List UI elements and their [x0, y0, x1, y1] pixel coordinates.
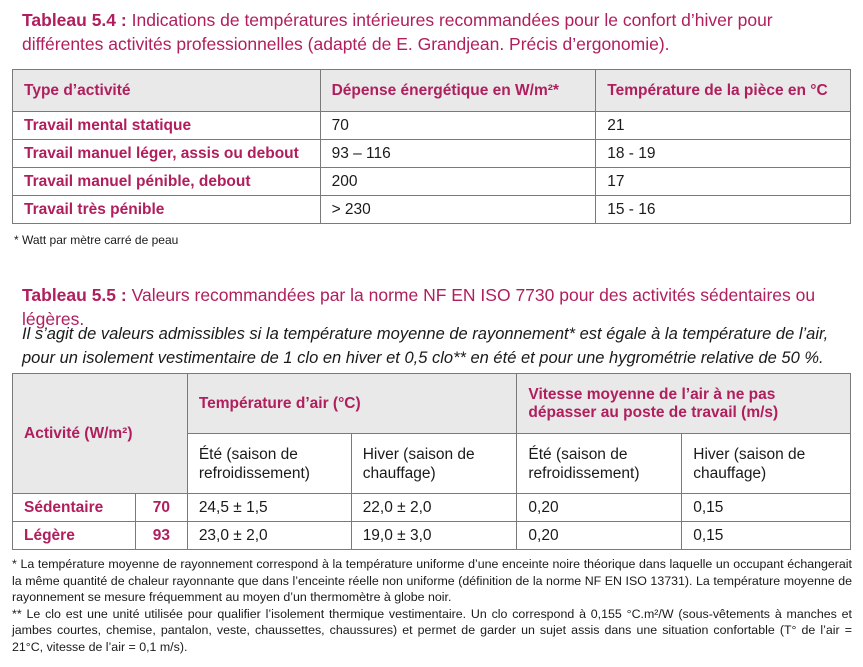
- table2-footnotes: [12, 556, 852, 655]
- row-speed-summer: 0,20: [517, 522, 682, 550]
- row-activity: Travail manuel pénible, debout: [13, 168, 321, 196]
- row-energy: 70: [320, 112, 596, 140]
- table-row: [13, 112, 851, 140]
- row-activity: Sédentaire: [13, 494, 136, 522]
- row-temp-winter: 19,0 ± 3,0: [351, 522, 517, 550]
- table1-header-row: [13, 70, 851, 112]
- subheader-temp-winter: Hiver (saison de chauffage): [351, 434, 517, 494]
- row-temperature: 21: [596, 112, 851, 140]
- table2-header-activity: Activité (W/m²): [13, 374, 188, 494]
- table1-caption-label: Tableau 5.4 :: [22, 10, 127, 30]
- table-row: [13, 168, 851, 196]
- table1-header-energy: Dépense énergétique en W/m²*: [320, 70, 596, 112]
- row-temp-winter: 22,0 ± 2,0: [351, 494, 517, 522]
- row-speed-summer: 0,20: [517, 494, 682, 522]
- row-speed-winter: 0,15: [682, 522, 851, 550]
- table2-subtitle: Il s’agit de valeurs admissibles si la température moyenne de rayonnement* est égale à la température de l’air, pour un isolement vestimentaire de 1 clo en hiver et 0,5 clo** en été et pour une hygrométrie relative de 50 %.: [22, 325, 829, 367]
- subheader-speed-winter: Hiver (saison de chauffage): [682, 434, 851, 494]
- row-energy: 200: [320, 168, 596, 196]
- table-row: [13, 522, 851, 550]
- row-activity: Travail très pénible: [13, 196, 321, 224]
- table1-header-temperature: Température de la pièce en °C: [596, 70, 851, 112]
- table-5-4: [12, 69, 851, 224]
- table1-caption-text: Indications de températures intérieures recommandées pour le confort d’hiver pour différentes activités professionnelles (adapté de E. Grandjean. Précis d’ergonomie).: [22, 10, 773, 54]
- table2-header-row: [13, 374, 851, 434]
- row-temp-summer: 24,5 ± 1,5: [187, 494, 351, 522]
- row-energy: > 230: [320, 196, 596, 224]
- table-row: [13, 196, 851, 224]
- subheader-temp-summer: Été (saison de refroidissement): [187, 434, 351, 494]
- row-speed-winter: 0,15: [682, 494, 851, 522]
- subheader-speed-summer: Été (saison de refroidissement): [517, 434, 682, 494]
- table-row: [13, 140, 851, 168]
- row-energy: 93 – 116: [320, 140, 596, 168]
- row-temp-summer: 23,0 ± 2,0: [187, 522, 351, 550]
- row-activity: Travail mental statique: [13, 112, 321, 140]
- table2-header-temperature: Température d’air (°C): [187, 374, 517, 434]
- footnote-clo: ** Le clo est une unité utilisée pour qualifier l’isolement thermique vestimentaire. Un clo correspond à 0,155 °C.m²/W (sous-vêtements à manches et jambes courtes, chemise, pantalon, veste, chaussettes, chaussures) et permet de garder un sujet assis dans une situation confortable (T° de l’air = 21°C, vitesse de l’air = 0,1 m/s).: [12, 606, 852, 654]
- table2-caption-text: Valeurs recommandées par la norme NF EN ISO 7730 pour des activités sédentaires ou légères.: [22, 285, 816, 329]
- row-temperature: 17: [596, 168, 851, 196]
- row-activity: Travail manuel léger, assis ou debout: [13, 140, 321, 168]
- row-activity: Légère: [13, 522, 136, 550]
- row-temperature: 15 - 16: [596, 196, 851, 224]
- footnote-radiant-temperature: * La température moyenne de rayonnement correspond à la température uniforme d’une enceinte noire théorique dans laquelle un occupant échangerait la même quantité de chaleur rayonnante que dans l’enceinte réelle non uniforme (définition de la norme NF EN ISO 13731). La température moyenne de rayonnement se mesure fréquemment au moyen d’un thermomètre à globe noir.: [12, 557, 852, 604]
- table2-header-air-speed: Vitesse moyenne de l’air à ne pas dépasser au poste de travail (m/s): [517, 374, 851, 434]
- row-temperature: 18 - 19: [596, 140, 851, 168]
- table-row: [13, 494, 851, 522]
- table1-caption: [22, 8, 852, 56]
- row-activity-value: 70: [135, 494, 187, 522]
- table1-header-activity: Type d’activité: [13, 70, 321, 112]
- table-5-5: [12, 373, 851, 550]
- table1-footnote: * Watt par mètre carré de peau: [14, 233, 179, 247]
- table2-caption-label: Tableau 5.5 :: [22, 285, 127, 305]
- row-activity-value: 93: [135, 522, 187, 550]
